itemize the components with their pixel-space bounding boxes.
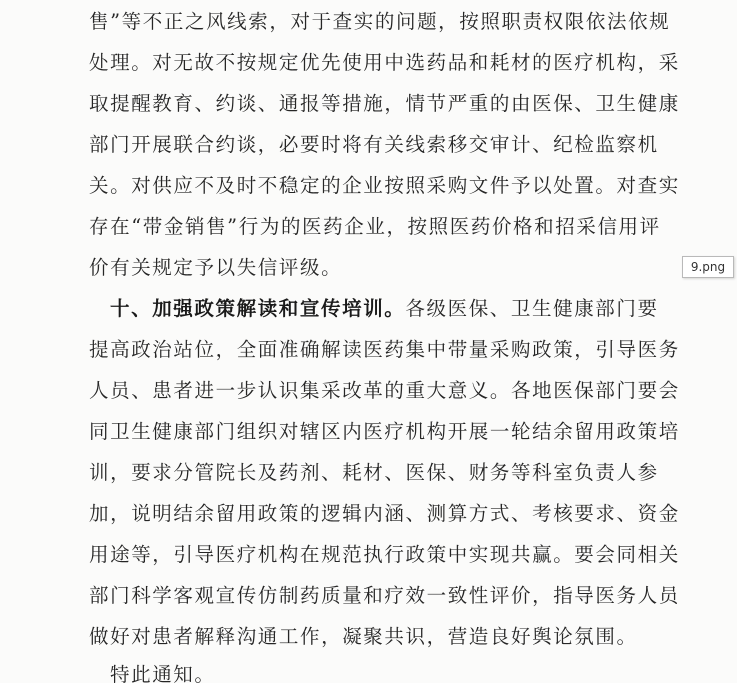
text-line: 用途等，引导医疗机构在规范执行政策中实现共赢。要会同相关 — [89, 543, 680, 566]
section-lead-text: 各级医保、卫生健康部门要 — [405, 297, 659, 320]
text-line: 处理。对无故不按规定优先使用中选药品和耗材的医疗机构，采 — [89, 51, 680, 74]
text-line: 训，要求分管院长及药剂、耗材、医保、财务等科室负责人参 — [89, 461, 659, 484]
text-line: 关。对供应不及时不稳定的企业按照采购文件予以处置。对查实 — [89, 174, 680, 197]
text-line: 做好对患者解释沟通工作，凝聚共识，营造良好舆论氛围。 — [89, 625, 638, 648]
text-line: 部门科学客观宣传仿制药质量和疗效一致性评价，指导医务人员 — [89, 584, 680, 607]
text-line: 同卫生健康部门组织对辖区内医疗机构开展一轮结余留用政策培 — [89, 420, 680, 443]
text-line: 加，说明结余留用政策的逻辑内涵、测算方式、考核要求、资金 — [89, 502, 680, 525]
section-heading: 十、加强政策解读和宣传培训。 — [110, 297, 406, 320]
section-paragraph-first-line — [110, 297, 659, 321]
closing-line: 特此通知。 — [110, 663, 216, 686]
text-line: 存在“带金销售”行为的医药企业，按照医药价格和招采信用评 — [89, 215, 661, 238]
text-line: 部门开展联合约谈，必要时将有关线索移交审计、纪检监察机 — [89, 133, 659, 156]
text-line: 人员、患者进一步认识集采改革的重大意义。各地医保部门要会 — [89, 379, 680, 402]
text-line: 售”等不正之风线索，对于查实的问题，按照职责权限依法依规 — [89, 10, 671, 33]
text-line: 价有关规定予以失信评级。 — [89, 256, 343, 279]
text-line: 提高政治站位，全面准确解读医药集中带量采购政策，引导医务 — [89, 338, 680, 361]
file-name-label: 9.png — [682, 256, 734, 278]
text-line: 取提醒教育、约谈、通报等措施，情节严重的由医保、卫生健康 — [89, 92, 680, 115]
